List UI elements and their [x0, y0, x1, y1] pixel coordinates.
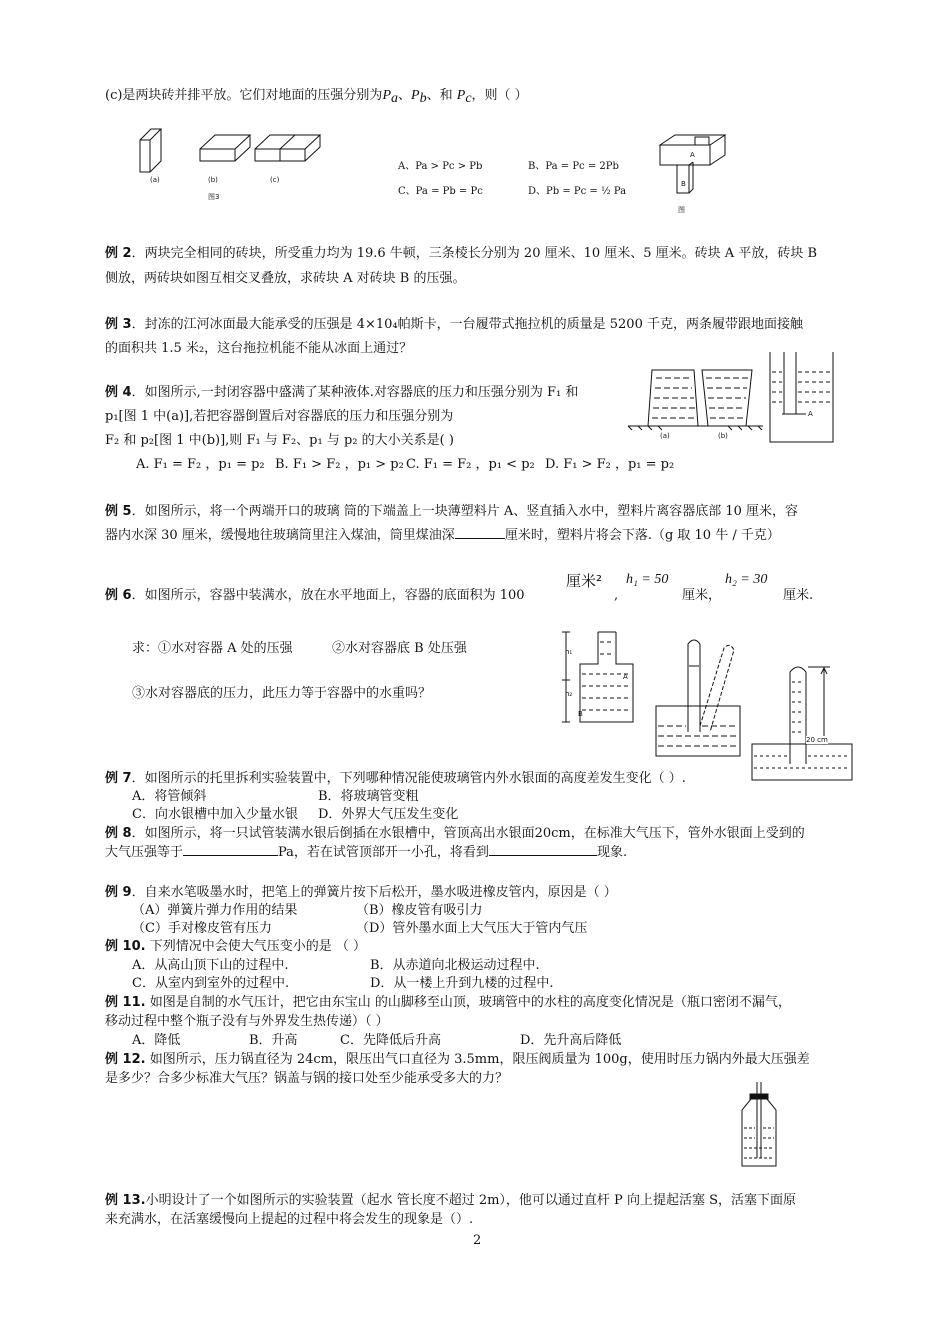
torricelli-figure	[652, 636, 742, 758]
example-10: 例 10. 下列情况中会使大气压变小的是 （ ）	[105, 939, 366, 954]
tube-in-water-figure	[768, 352, 836, 444]
brick-c2	[280, 149, 305, 161]
ex6-question-a: 求：①水对容器 A 处的压强	[132, 641, 293, 656]
ex8-blank-2[interactable]	[489, 855, 597, 856]
ex7-option-a: A．将管倾斜	[132, 789, 207, 804]
ex9-option-b: （B）橡皮管有吸引力	[356, 903, 483, 918]
example-12-line2: 是多少？合多少标准大气压？锅盖与锅的接口处至少能承受多大的力？	[105, 1071, 509, 1086]
example-2-line2: 侧放，两砖块如图互相交叉叠放，求砖块 A 对砖块 B 的压强。	[105, 271, 466, 286]
q1-option-d: D、Pb = Pc = ½ Pa	[528, 186, 627, 197]
fig3-label-a: (a)	[150, 176, 160, 184]
ex6-unit2: 厘米.	[783, 588, 814, 603]
tube-dimension: 20 cm	[806, 736, 828, 744]
ex9-option-d: （D）管外墨水面上大气压大于管内气压	[356, 921, 588, 936]
example-2: 例 2．两块完全相同的砖块，所受重力均为 19.6 牛顿，三条棱长分别为 20 厘米、10 厘米、5 厘米。砖块 A 平放，砖块 B	[105, 246, 818, 261]
example-5-line2: 器内水深 30 厘米，缓慢地往玻璃筒里注入煤油，筒里煤油深 厘米时，塑料片将会下落.（g 取 10 牛 / 千克）	[105, 528, 780, 543]
page-number: 2	[473, 1233, 482, 1248]
example-7: 例 7．如图所示的托里拆利实验装置中，下列哪种情况能使玻璃管内外水银面的高度差发生变化（ ）.	[105, 771, 686, 786]
ex10-option-b: B．从赤道向北极运动过程中.	[370, 958, 540, 973]
brick-b	[200, 149, 235, 161]
ex10-option-c: C．从室内到室外的过程中.	[132, 976, 290, 991]
ex6-unit-area: 厘米²	[566, 572, 603, 590]
ex6-fig-h1: h₁	[565, 648, 573, 656]
fig-ab-caption: 图	[678, 206, 685, 214]
ex6-fig-a: A	[623, 673, 628, 681]
ex7-option-d: D．外界大气压发生变化	[318, 807, 459, 822]
fig4-point-a: A	[808, 410, 813, 418]
q1-option-a: A、Pa > Pc > Pb	[398, 161, 483, 172]
q1-option-b: B、Pa = Pc = 2Pb	[528, 161, 619, 172]
ex11-option-b: B．升高	[249, 1033, 298, 1048]
ex6-question-b: ②水对容器底 B 处压强	[332, 641, 467, 656]
test-tube-figure	[748, 660, 858, 782]
example-6: 例 6．如图所示，容器中装满水，放在水平地面上，容器的底面积为 100	[105, 588, 525, 603]
ex9-option-a: （A）弹簧片弹力作用的结果	[132, 903, 298, 918]
ex4-option-d: D. F₁ > F₂ ，p₁ = p₂	[545, 457, 675, 472]
ex6-unit1: 厘米，	[682, 588, 722, 603]
q1-option-c: C、Pa = Pb = Pc	[398, 186, 483, 197]
ex9-option-c: （C）手对橡皮管有压力	[132, 921, 272, 936]
example-11-line2: 移动过程中整个瓶子没有与外界发生热传递）（ ）	[105, 1014, 389, 1029]
ex4-option-b: B. F₁ > F₂ ，p₁ > p₂	[275, 457, 404, 472]
fig4-label-a: (a)	[660, 432, 670, 440]
ex5-answer-blank[interactable]	[455, 538, 505, 539]
bottle-barometer-figure	[730, 1082, 786, 1168]
example-9: 例 9．自来水笔吸墨水时，把笔上的弹簧片按下后松开，墨水吸进橡皮管内，原因是（ ）	[105, 885, 617, 900]
example-8: 例 8．如图所示，将一只试管装满水银后倒插在水银槽中，管顶高出水银面20cm，在标准大气压下，管外水银面上受到的	[105, 826, 805, 841]
example-5: 例 5．如图所示，将一个两端开口的玻璃 筒的下端盖上一块薄塑料片 A、竖直插入水中，塑料片离容器底部 10 厘米，容	[105, 504, 799, 519]
fig4-label-b: (b)	[718, 432, 728, 440]
example-13-line2: 来充满水，在活塞缓慢向上提起的过程中将会发生的现象是（）.	[105, 1212, 474, 1227]
ex4-option-c: C. F₁ = F₂ ，p₁ < p₂	[406, 457, 535, 472]
ex7-option-c: C．向水银槽中加入少量水银	[132, 807, 298, 822]
example-4: 例 4．如图所示,一封闭容器中盛满了某种液体.对容器底的压力和压强分别为 F₁ 和	[105, 385, 579, 400]
brick-label-b: B	[681, 180, 686, 188]
fig3-label-c: (c)	[270, 176, 280, 184]
ex11-option-c: C．先降低后升高	[340, 1033, 441, 1048]
fig3-label-b: (b)	[208, 176, 218, 184]
example-4-line3: F₂ 和 p₂[图 1 中(b)],则 F₁ 与 F₂、p₁ 与 p₂ 的大小关系是( )	[105, 433, 454, 448]
ex10-option-d: D．从一楼上升到九楼的过程中.	[370, 976, 554, 991]
ex7-option-b: B．将玻璃管变粗	[318, 789, 419, 804]
ex8-blank-1[interactable]	[183, 855, 278, 856]
brick-a	[140, 140, 150, 172]
fig3-caption: 图3	[208, 193, 220, 201]
liquid-containers-figure	[628, 370, 763, 430]
ex6-h1: h₁ = 50	[626, 572, 669, 587]
ex6-question-c: ③水对容器底的压力，此压力等于容器中的水重吗？	[132, 686, 432, 701]
brick-label-a: A	[690, 151, 695, 159]
ex4-option-a: A. F₁ = F₂ ，p₁ = p₂	[136, 457, 265, 472]
example-12: 例 12. 如图所示，压力锅直径为 24cm，限压出气口直径为 3.5mm，限压阀质量为 100g，使用时压力锅内外最大压强差	[105, 1052, 810, 1067]
ex6-fig-b: B	[578, 710, 583, 718]
example-8-line2: 大气压强等于 Pa，若在试管顶部开一小孔，将看到 现象.	[105, 845, 628, 860]
ex6-fig-h2: h₂	[565, 690, 573, 698]
ex10-option-a: A．从高山顶下山的过程中.	[132, 958, 289, 973]
crossed-bricks-figure	[655, 133, 735, 213]
ex11-option-d: D．先升高后降低	[520, 1033, 622, 1048]
intro-line: (c)是两块砖并排平放。它们对地面的压强分别为Pa、Pb、和 Pc，则（ ）	[105, 88, 528, 106]
example-11: 例 11. 如图是自制的水气压计，把它由东宝山 的山脚移至山顶，玻璃管中的水柱的高度变化情况是（瓶口密闭不漏气，	[105, 995, 791, 1010]
ex6-comma: ,	[614, 588, 619, 603]
brick-figure	[135, 125, 315, 205]
example-3-line2: 的面积共 1.5 米₂，这台拖拉机能不能从冰面上通过？	[105, 341, 413, 356]
example-3: 例 3．封冻的江河冰面最大能承受的压强是 4×10₄帕斯卡，一台履带式拖拉机的质量是 5200 千克，两条履带跟地面接触	[105, 317, 803, 332]
ex6-h2: h₂ = 30	[725, 572, 768, 587]
brick-c1	[255, 149, 280, 161]
ex11-option-a: A．降低	[132, 1033, 181, 1048]
example-13: 例 13.小明设计了一个如图所示的实验装置（起水 管长度不超过 2m），他可以通过直杆 P 向上提起活塞 S，活塞下面原	[105, 1193, 796, 1208]
example-4-line2: p₁[图 1 中(a)],若把容器倒置后对容器底的压力和压强分别为	[105, 409, 454, 424]
